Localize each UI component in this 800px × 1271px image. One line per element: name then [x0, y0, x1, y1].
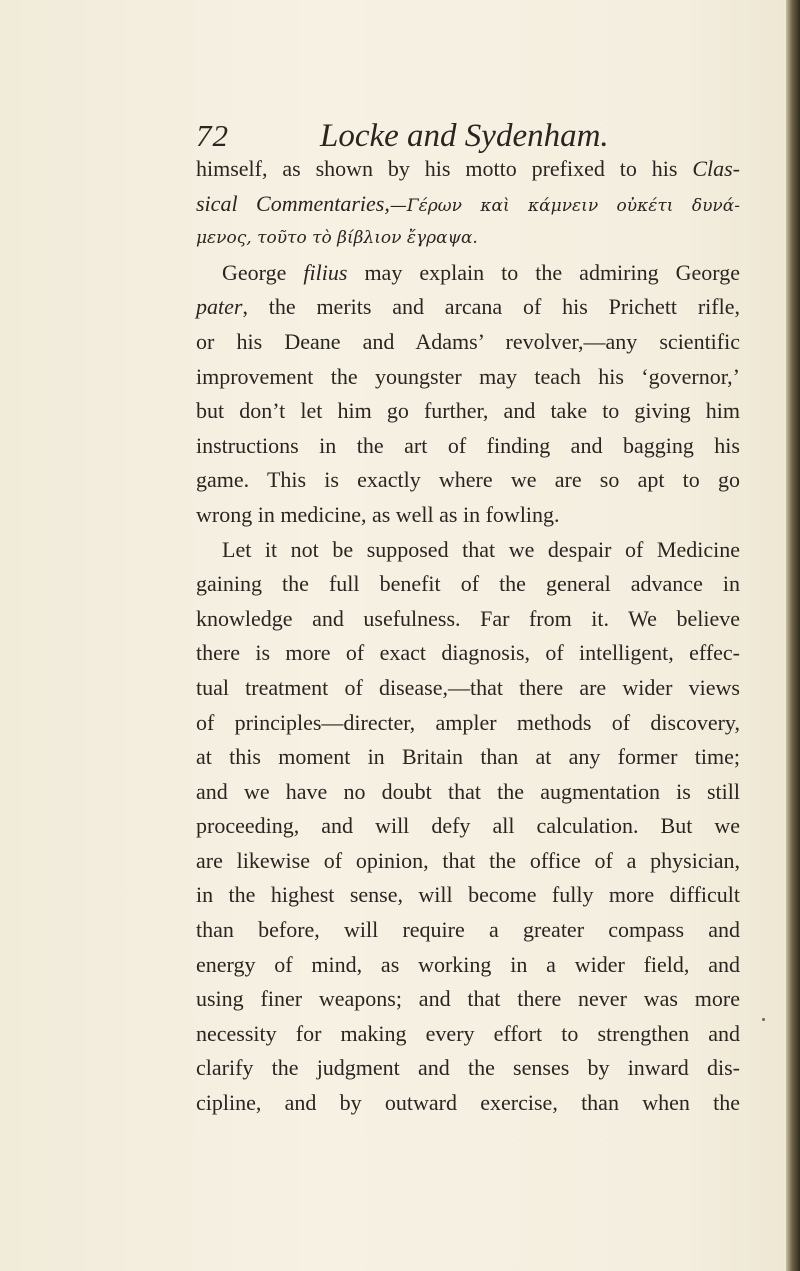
- text-line: tual treatment of disease,—that there are wider views: [196, 674, 740, 700]
- margin-mark: [762, 1018, 765, 1021]
- page-number: 72: [196, 118, 229, 153]
- text-line: knowledge and usefulness. Far from it. We believe: [196, 605, 740, 631]
- text-line: improvement the youngster may teach his ‘governor,’: [196, 363, 740, 389]
- text-line: wrong in medicine, as well as in fowling.: [196, 501, 560, 527]
- text-line: or his Deane and Adams’ revolver,—any scientific: [196, 328, 740, 354]
- text-line: energy of mind, as working in a wider field, and: [196, 951, 740, 977]
- text-line: and we have no doubt that the augmentation is still: [196, 778, 740, 804]
- text-line: proceeding, and will defy all calculation. But we: [196, 813, 740, 839]
- greek-motto: —Γέρων καὶ κάμνειν οὐκέτι δυνά-: [389, 195, 740, 216]
- page-edge: [786, 0, 800, 1271]
- text-line: George filius may explain to the admiring George: [222, 259, 740, 285]
- text-line: are likewise of opinion, that the office of a physician,: [196, 847, 740, 873]
- text-line: than before, will require a greater compass and: [196, 917, 740, 943]
- text-line: in the highest sense, will become fully more difficult: [196, 882, 740, 908]
- greek-motto: μενος, τοῦτο τὸ βίβλιον ἔγραψα.: [196, 228, 478, 249]
- text-line: instructions in the art of finding and bagging his: [196, 432, 740, 458]
- text-line: cipline, and by outward exercise, than when the: [196, 1090, 740, 1116]
- text-line: of principles—directer, ampler methods of discovery,: [196, 709, 740, 735]
- text-line: Let it not be supposed that we despair of Medicine: [222, 536, 740, 562]
- running-title: Locke and Sydenham.: [320, 118, 609, 154]
- text-line: himself, as shown by his motto prefixed to his Clas-: [196, 156, 740, 181]
- text-line: clarify the judgment and the senses by inward dis-: [196, 1055, 740, 1081]
- text-line: but don’t let him go further, and take to giving him: [196, 398, 740, 424]
- text-line: pater, the merits and arcana of his Prichett rifle,: [196, 294, 740, 320]
- text-line: game. This is exactly where we are so apt to go: [196, 467, 740, 493]
- text-line: at this moment in Britain than at any former time;: [196, 744, 740, 770]
- text-line: sical Commentaries,—Γέρων καὶ κάμνειν οὐκέτι δυνά-: [196, 190, 740, 216]
- text-line: necessity for making every effort to strengthen and: [196, 1020, 740, 1046]
- text-line: gaining the full benefit of the general advance in: [196, 571, 740, 597]
- text-line: there is more of exact diagnosis, of intelligent, effec-: [196, 640, 740, 666]
- text-line: using finer weapons; and that there never was more: [196, 986, 740, 1012]
- body-text: [196, 152, 740, 1121]
